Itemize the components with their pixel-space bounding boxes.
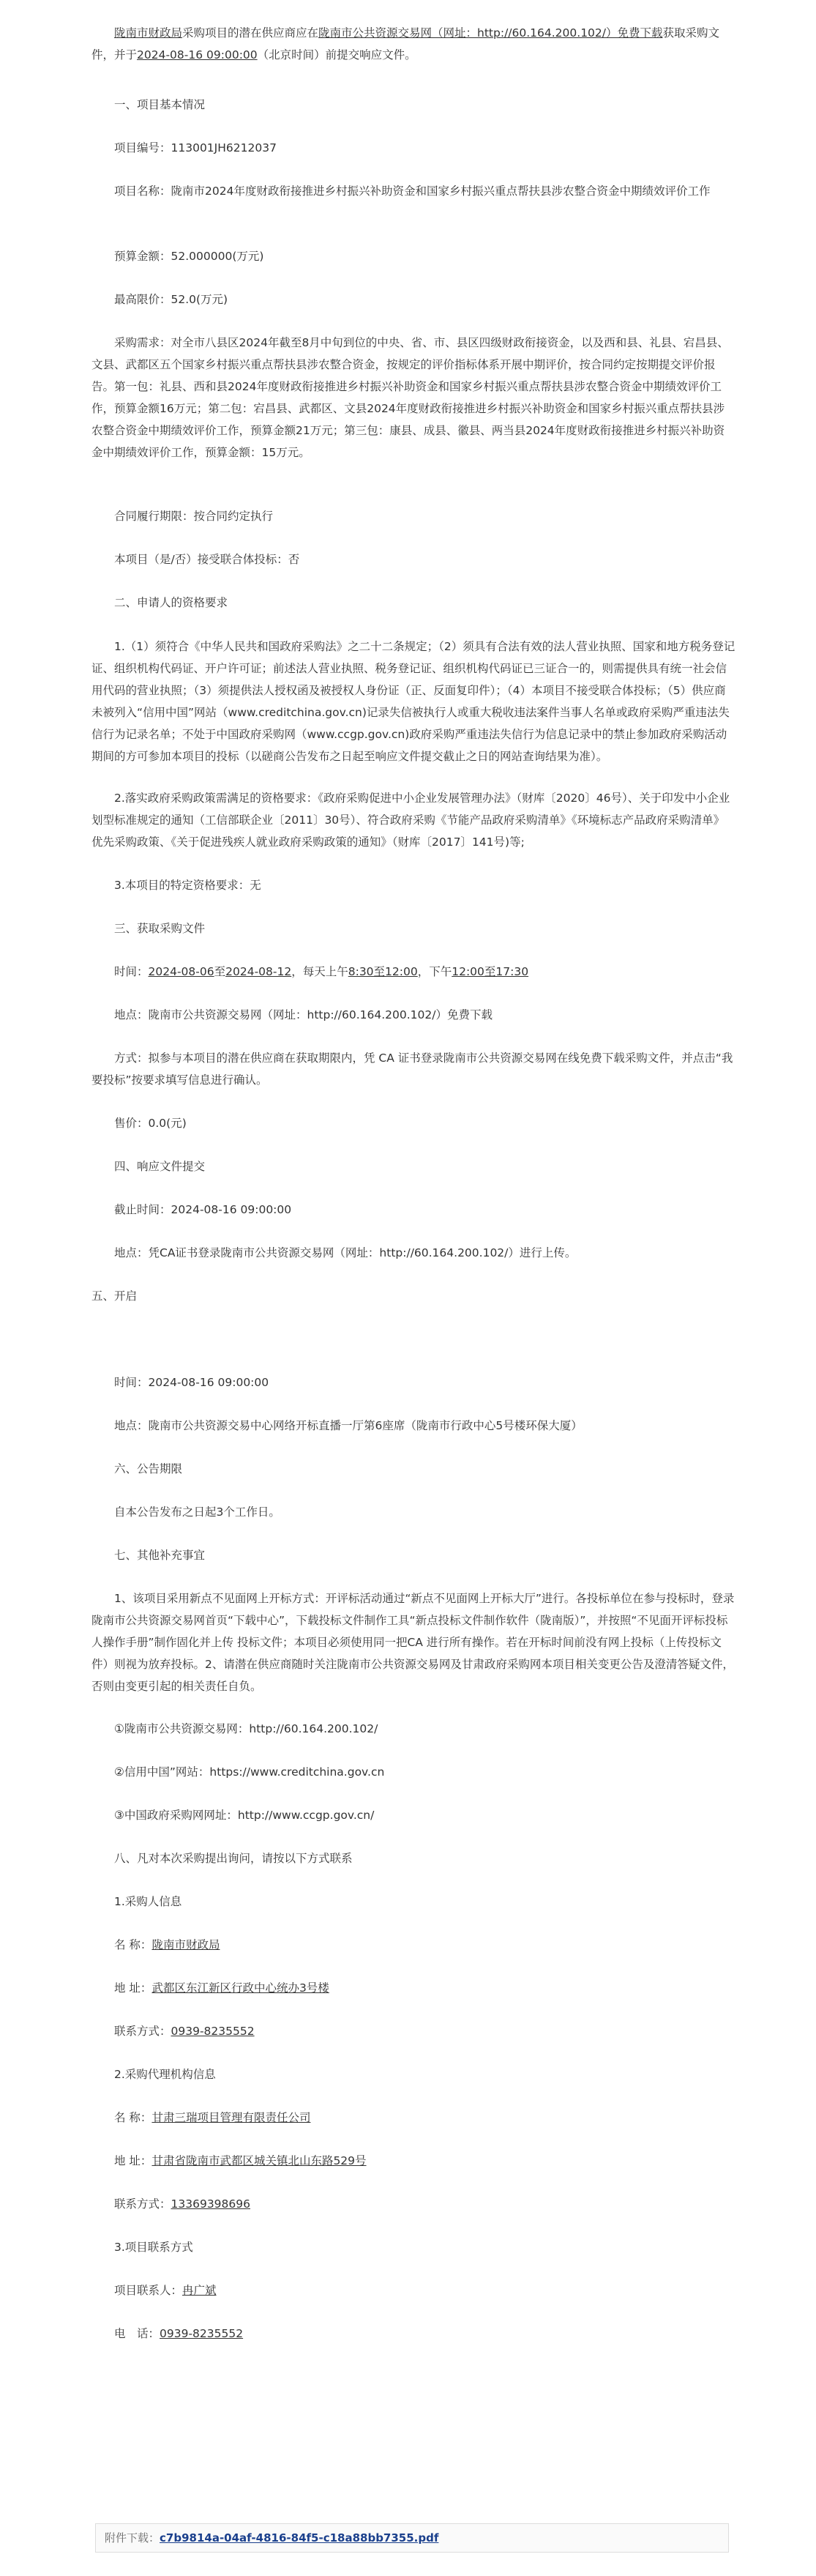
agency-phone: 联系方式：13369398696 bbox=[114, 2197, 250, 2211]
time-end: 2024-08-12 bbox=[225, 965, 292, 978]
attachment-box bbox=[95, 2523, 729, 2553]
link-ccgp[interactable]: ③中国政府采购网网址：http://www.ccgp.gov.cn/ bbox=[114, 1809, 375, 1822]
qualification-1: 1.（1）须符合《中华人民共和国政府采购法》之二十二条规定；（2）须具有合法有效的法人营业执照、国家和地方税务登记证、组织机构代码证、开户许可证；前述法人营业执照、税务登记证、组织机构代码证已三证合一的，则需提供具有统一社会信用代码的营业执照；（3）须提供法人授权函及被授权人身份证（正、反面复印件）；（4）本项目不接受联合体投标；（5）供应商未被列入“信用中国”网站（www.creditchina.gov.cn)记录失信被执行人或重大税收违法案件当事人名单或政府采购严重违法失信行为记录名单；不处于中国政府采购网（www.ccgp.gov.cn)政府采购严重违法失信行为信息记录中的禁止参加政府采购活动期间的方可参加本项目的投标（以磋商公告发布之日起至响应文件提交截止之日的网站查询结果为准）。 bbox=[91, 640, 735, 763]
acquisition-method: 方式：拟参与本项目的潜在供应商在获取期限内，凭 CA 证书登录陇南市公共资源交易网在线免费下载采购文件，并点击“我要投标”按要求填写信息进行确认。 bbox=[91, 1051, 733, 1087]
project-number: 项目编号：113001JH6212037 bbox=[114, 141, 277, 155]
section-5-title: 五、开启 bbox=[91, 1289, 138, 1303]
open-time: 时间：2024-08-16 09:00:00 bbox=[114, 1376, 269, 1389]
project-name: 项目名称：陇南市2024年度财政衔接推进乡村振兴补助资金和国家乡村振兴重点帮扶县涉农整合资金中期绩效评价工作 bbox=[114, 185, 711, 198]
time-pm: 12:00至17:30 bbox=[452, 965, 529, 978]
agency-title: 2.采购代理机构信息 bbox=[114, 2068, 216, 2081]
procurement-demand: 采购需求：对全市八县区2024年截至8月中旬到位的中央、省、市、县区四级财政衔接资金，以及西和县、礼县、宕昌县、文县、武都区五个国家乡村振兴重点帮扶县涉农整合资金，按规定的评价指标体系开展中期评价，按合同约定按期提交评价报告。第一包：礼县、西和县2024年度财政衔接推进乡村振兴补助资金和国家乡村振兴重点帮扶县涉农整合资金中期绩效评价工作，预算金额16万元；第二包：宕昌县、武都区、文县2024年度财政衔接推进乡村振兴补助资金和国家乡村振兴重点帮扶县涉农整合资金中期绩效评价工作，预算金额21万元；第三包：康县、成县、徽县、两当县2024年度财政衔接推进乡村振兴补助资金中期绩效评价工作，预算金额：15万元。 bbox=[91, 336, 729, 459]
time-start: 2024-08-06 bbox=[148, 965, 214, 978]
intro-paragraph: 陇南市财政局采购项目的潜在供应商应在陇南市公共资源交易网（网址：http://60.164.200.102/）免费下载获取采购文件，并于2024-08-16 09:00:00（北京时间）前提交响应文件。 bbox=[91, 26, 720, 62]
deadline-text: 2024-08-16 09:00:00 bbox=[137, 48, 258, 62]
budget-amount: 预算金额：52.000000(万元) bbox=[114, 250, 264, 263]
section-4-title: 四、响应文件提交 bbox=[114, 1160, 206, 1173]
site-link[interactable]: 陇南市公共资源交易网（网址：http://60.164.200.102/）免费下载 bbox=[318, 26, 663, 40]
qualification-3: 3.本项目的特定资格要求：无 bbox=[114, 879, 261, 892]
open-place: 地点：陇南市公共资源交易中心网络开标直播一厅第6座席（陇南市行政中心5号楼环保大厦） bbox=[114, 1419, 583, 1432]
purchaser-phone: 联系方式：0939-8235552 bbox=[114, 2025, 255, 2038]
document-price: 售价：0.0(元) bbox=[114, 1117, 187, 1130]
contact-person: 项目联系人：冉广斌 bbox=[114, 2284, 217, 2297]
section-1-title: 一、项目基本情况 bbox=[114, 98, 206, 111]
link-credit-china[interactable]: ②信用中国”网站：https://www.creditchina.gov.cn bbox=[114, 1765, 385, 1779]
acquisition-place: 地点：陇南市公共资源交易网（网址：http://60.164.200.102/）免费下载 bbox=[114, 1008, 493, 1021]
section-2-title: 二、申请人的资格要求 bbox=[114, 596, 228, 609]
other-matters: 1、该项目采用新点不见面网上开标方式：开评标活动通过“新点不见面网上开标大厅”进行。各投标单位在参与投标时，登录陇南市公共资源交易网首页“下载中心”，下载投标文件制作工具“新点投标文件制作软件（陇南版）”，并按照“不见面开评标投标人操作手册”制作固化并上传 投标文件；本项目必须使用同一把CA 进行所有操作。若在开标时间前没有网上投标（上传投标文件）则视为放弃投标。2、请潜在供应商随时关注陇南市公共资源交易网及甘肃政府采购网本项目相关变更公告及澄清答疑文件，否则由变更引起的相关责任自负。 bbox=[91, 1592, 735, 1693]
agency-name: 名 称：甘肃三瑞项目管理有限责任公司 bbox=[114, 2111, 311, 2124]
section-8-title: 八、凡对本次采购提出询问，请按以下方式联系 bbox=[114, 1852, 353, 1865]
acquisition-time: 时间：2024-08-06至2024-08-12，每天上午8:30至12:00，下午12:00至17:30 bbox=[114, 965, 529, 978]
attachment-file-link[interactable]: c7b9814a-04af-4816-84f5-c18a88bb7355.pdf bbox=[160, 2531, 439, 2545]
purchaser-title: 1.采购人信息 bbox=[114, 1895, 182, 1908]
max-price: 最高限价：52.0(万元) bbox=[114, 293, 228, 306]
link-trading-site[interactable]: ①陇南市公共资源交易网：http://60.164.200.102/ bbox=[114, 1722, 378, 1735]
purchaser-address: 地 址：武都区东江新区行政中心统办3号楼 bbox=[114, 1981, 329, 1995]
contact-title: 3.项目联系方式 bbox=[114, 2241, 193, 2254]
notice-period: 自本公告发布之日起3个工作日。 bbox=[114, 1505, 280, 1519]
submit-place: 地点：凭CA证书登录陇南市公共资源交易网（网址：http://60.164.200.102/）进行上传。 bbox=[114, 1246, 577, 1259]
section-6-title: 六、公告期限 bbox=[114, 1462, 183, 1475]
attachment-label: 附件下载： bbox=[105, 2531, 160, 2545]
purchaser-name: 名 称：陇南市财政局 bbox=[114, 1938, 220, 1951]
section-7-title: 七、其他补充事宜 bbox=[114, 1549, 206, 1562]
contract-period: 合同履行期限：按合同约定执行 bbox=[114, 510, 274, 523]
section-3-title: 三、获取采购文件 bbox=[114, 922, 206, 935]
consortium-info: 本项目（是/否）接受联合体投标：否 bbox=[114, 553, 300, 566]
submit-deadline: 截止时间：2024-08-16 09:00:00 bbox=[114, 1203, 292, 1216]
time-am: 8:30至12:00 bbox=[348, 965, 418, 978]
contact-phone: 电 话：0939-8235552 bbox=[114, 2327, 244, 2340]
buyer-link[interactable]: 陇南市财政局 bbox=[114, 26, 183, 40]
qualification-2: 2.落实政府采购政策需满足的资格要求：《政府采购促进中小企业发展管理办法》（财库〔2020〕46号）、关于印发中小企业划型标准规定的通知（工信部联企业〔2011〕30号）、符合政府采购《节能产品政府采购清单》《环境标志产品政府采购清单》优先采购政策、《关于促进残疾人就业政府采购政策的通知》（财库〔2017〕141号)等; bbox=[91, 792, 730, 849]
agency-address: 地 址：甘肃省陇南市武都区城关镇北山东路529号 bbox=[114, 2154, 367, 2167]
